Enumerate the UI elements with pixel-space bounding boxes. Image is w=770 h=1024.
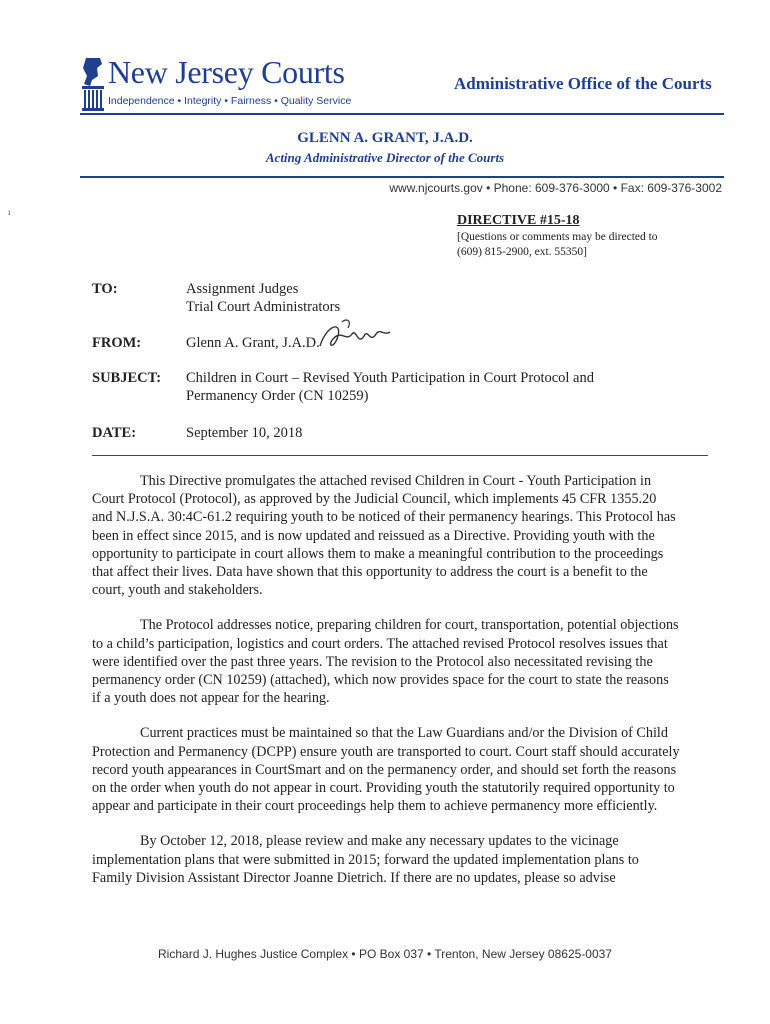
directive-contact-note: [Questions or comments may be directed to bbox=[457, 231, 658, 243]
directive-contact-note: (609) 815-2900, ext. 55350] bbox=[457, 246, 587, 258]
body-paragraph: By October 12, 2018, please review and make any necessary updates to the vicinage implementation plans that were submitted in 2015; forward the updated implementation plans to Family Division Assistant Director Joanne Dietrich. If there are no updates, please so advise bbox=[92, 833, 639, 886]
subject-label: SUBJECT: bbox=[92, 370, 162, 386]
to-recipient: Trial Court Administrators bbox=[186, 299, 341, 315]
from-label: FROM: bbox=[92, 335, 142, 351]
memo-header-divider bbox=[92, 455, 708, 456]
from-sender: Glenn A. Grant, J.A.D. bbox=[186, 335, 320, 351]
subject-text: Permanency Order (CN 10259) bbox=[186, 388, 369, 404]
letterhead-divider bbox=[80, 113, 724, 115]
to-label: TO: bbox=[92, 281, 118, 297]
body-paragraph: This Directive promulgates the attached revised Children in Court - Youth Participation in Court Protocol (Protocol), as approved by the Judicial Council, which implements 45 CFR 1355.20 and N.J.S.A. 30:4C-61.2 requiring youth to be noticed of their permanency hearings. This Protocol has been in effect since 2015, and is now updated and reissued as a Directive. Providing youth with the opportunity to participate in court allows them to make a meaningful contribution to the proceedings that affect their lives. Data have shown that this opportunity to address the court is a benefit to the court, youth and stakeholders. bbox=[92, 473, 676, 599]
administrator-title: Acting Administrative Director of the Courts bbox=[265, 150, 505, 165]
body-paragraph: Current practices must be maintained so that the Law Guardians and/or the Division of Child Protection and Permanency (DCPP) ensure youth are transported to court. Court staff should accurately record youth appearances in CourtSmart and on the permanency order, and should set forth the reasons on the order when youth do not appear in court. Providing youth the statutorily required opportunity to appear and participate in their court proceedings help them to achieve permanency more efficiently. bbox=[92, 725, 680, 815]
nj-courts-logo-icon bbox=[80, 56, 108, 112]
office-name: Administrative Office of the Courts bbox=[454, 74, 712, 93]
date-label: DATE: bbox=[92, 425, 137, 441]
org-name: New Jersey Courts bbox=[108, 54, 345, 90]
administrator-name: GLENN A. GRANT, J.A.D. bbox=[297, 130, 473, 146]
signature-icon bbox=[312, 316, 392, 358]
date-value: September 10, 2018 bbox=[186, 425, 303, 441]
to-recipient: Assignment Judges bbox=[186, 281, 299, 297]
org-tagline: Independence • Integrity • Fairness • Quality Service bbox=[108, 95, 352, 107]
directive-number: DIRECTIVE #15-18 bbox=[457, 213, 580, 228]
subject-text: Children in Court – Revised Youth Participation in Court Protocol and bbox=[186, 370, 594, 386]
margin-mark: ı bbox=[8, 207, 11, 217]
contact-divider bbox=[80, 176, 724, 178]
directive-body bbox=[92, 472, 680, 904]
contact-line: www.njcourts.gov • Phone: 609-376-3000 • Fax: 609-376-3002 bbox=[389, 181, 722, 195]
footer-address: Richard J. Hughes Justice Complex • PO Box 037 • Trenton, New Jersey 08625-0037 bbox=[158, 947, 612, 961]
body-paragraph: The Protocol addresses notice, preparing children for court, transportation, potential objections to a child’s participation, logistics and court orders. The attached revised Protocol resolves issues that were identified over the past three years. The revision to the Protocol also necessitated revising the permanency order (CN 10259) (attached), which now provides space for the court to state the reasons if a youth does not appear for the hearing. bbox=[92, 617, 679, 707]
